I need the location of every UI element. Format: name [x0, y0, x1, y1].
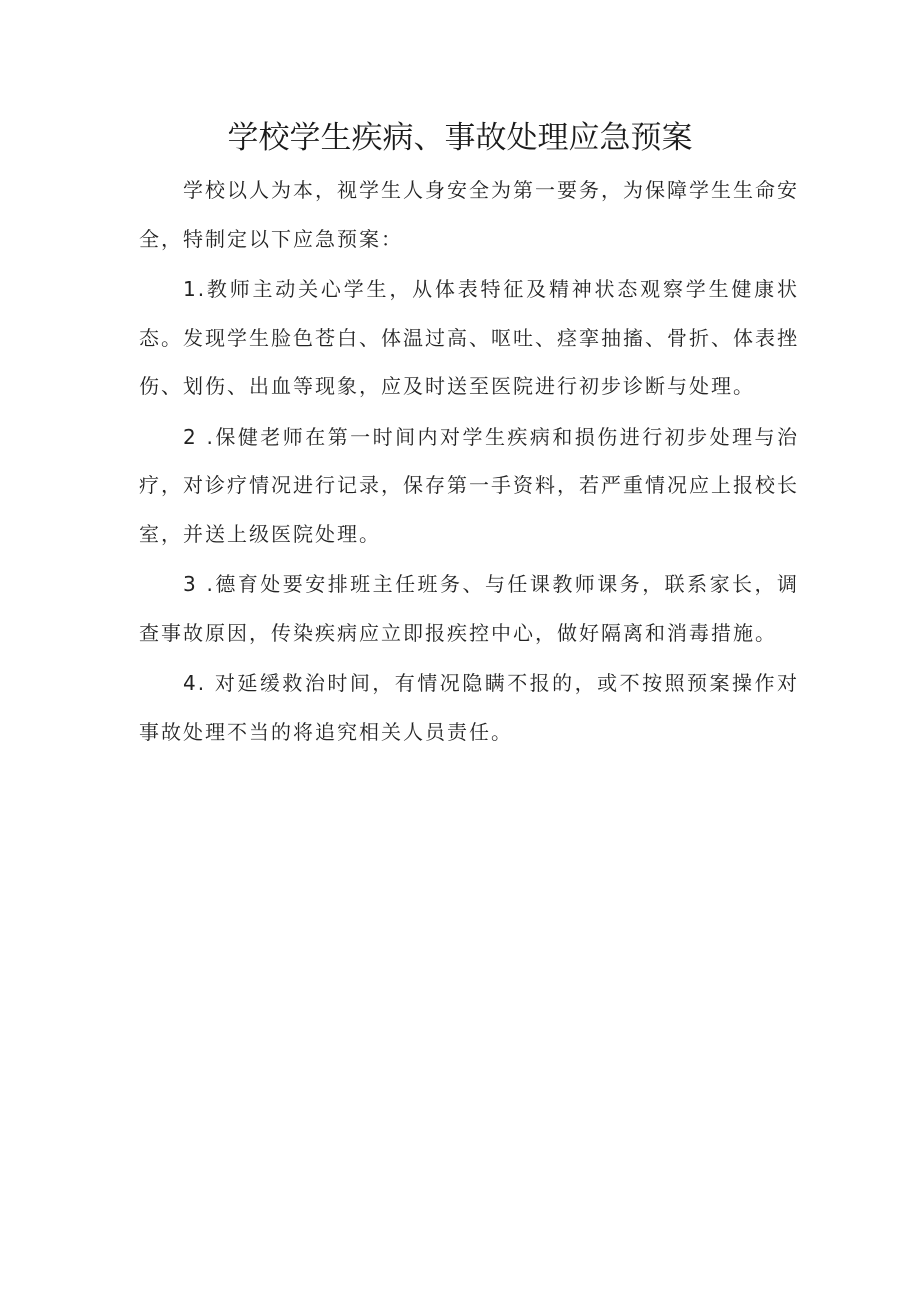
- document-title: 学校学生疾病、事故处理应急预案: [227, 120, 693, 156]
- item-1-paragraph: 1.教师主动关心学生，从体表特征及精神状态观察学生健康状态。发现学生脸色苍白、体温过高、呕吐、痉挛抽搐、骨折、体表挫伤、划伤、出血等现象，应及时送至医院进行初步诊断与处理。: [139, 277, 799, 398]
- intro-paragraph: 学校以人为本，视学生人身安全为第一要务，为保障学生生命安全，特制定以下应急预案：: [139, 178, 799, 251]
- document-body: [139, 166, 799, 757]
- item-3-paragraph: 3 .德育处要安排班主任班务、与任课教师课务，联系家长，调查事故原因，传染疾病应立即报疾控中心，做好隔离和消毒措施。: [139, 572, 799, 645]
- item-2-paragraph: 2 .保健老师在第一时间内对学生疾病和损伤进行初步处理与治疗，对诊疗情况进行记录，保存第一手资料，若严重情况应上报校长室，并送上级医院处理。: [139, 424, 799, 546]
- item-4-paragraph: 4. 对延缓救治时间，有情况隐瞒不报的，或不按照预案操作对事故处理不当的将追究相关人员责任。: [139, 671, 799, 744]
